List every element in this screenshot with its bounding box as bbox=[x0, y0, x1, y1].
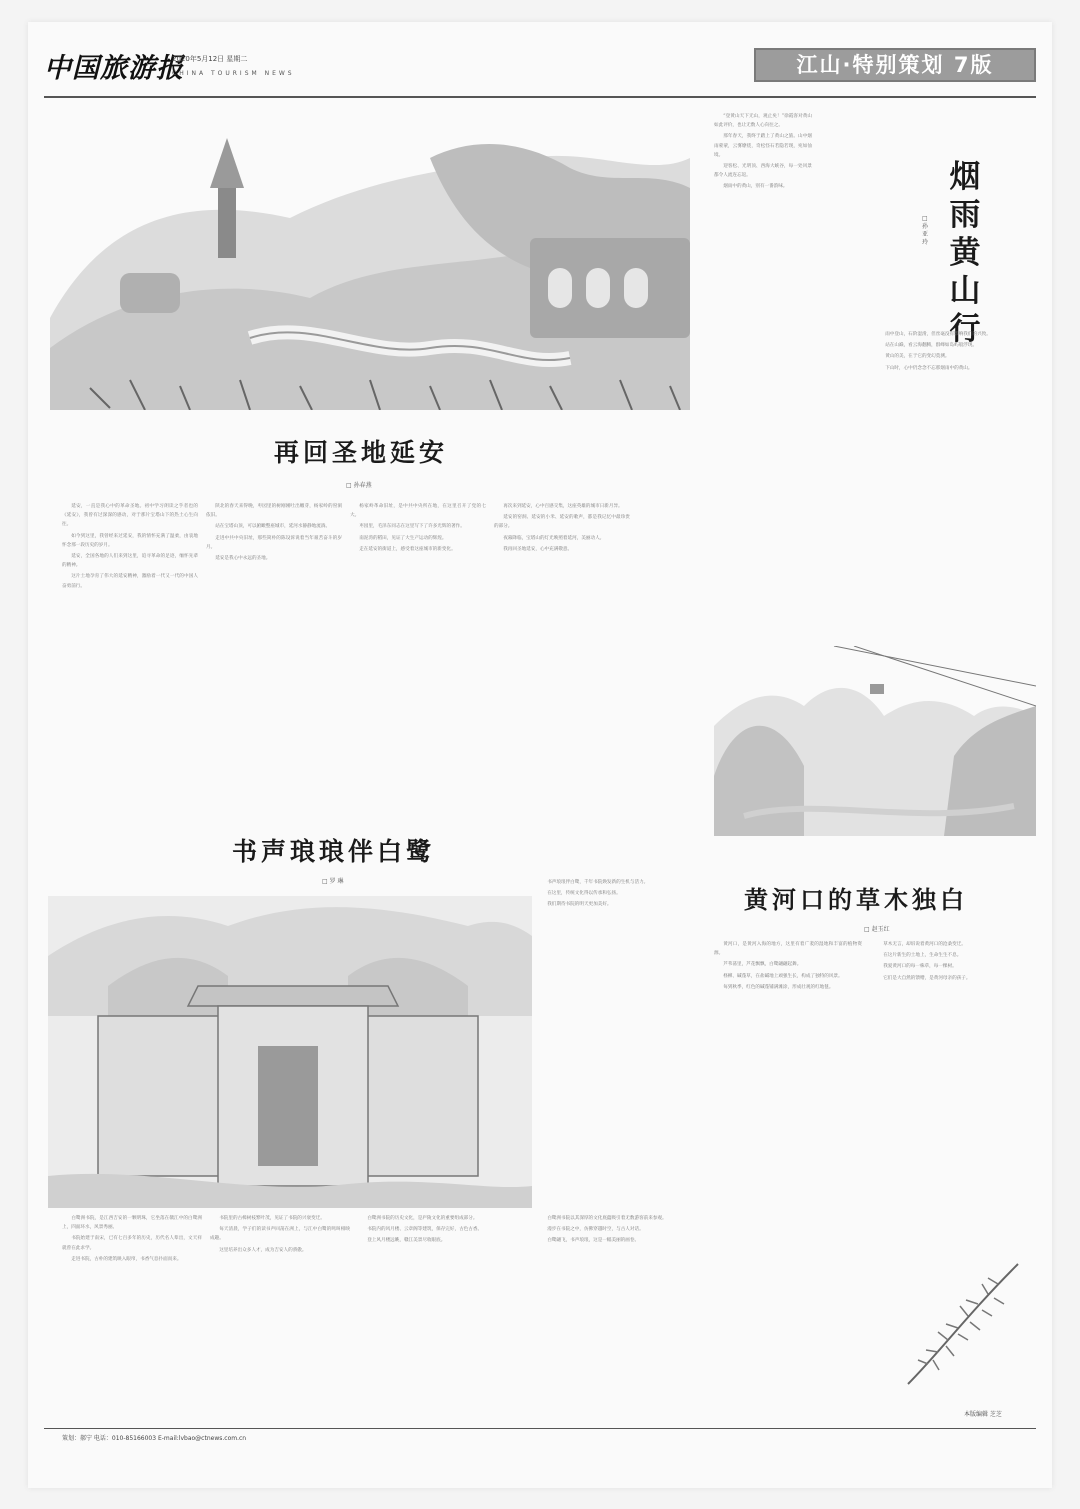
page-editors: 本版编辑 芝芝 bbox=[964, 1411, 1002, 1418]
article-column: 陕北的春天来得晚，枣园里的树刚刚吐出嫩芽，杨家岭的窑洞依旧。 站在宝塔山顶，可以俯瞰整座城市，延河水静静地流淌。 走进中共中央旧址，那些简朴的陈设诉说着当年艰苦奋斗的岁月。 延安是我心中永远的圣地。 bbox=[206, 504, 342, 562]
article-title-yellow-river: 黄河口的草木独白 bbox=[744, 885, 968, 914]
article-column: 白鹭洲书院，是江西吉安的一颗明珠，它坐落在赣江中的白鹭洲上，四面环水，风景秀丽。 书院始建于南宋，已有七百多年的历史，历代名人辈出，文天祥就曾在此求学。 走进书院，古朴的建筑映入眼帘，书香气息扑面而来。 bbox=[62, 1216, 202, 1262]
article-column: 延安，一直是我心中的革命圣地。初中学习朗读之乎者也的《延安》，我曾有过深深的感动，对于那片宝塔山下的热土心生向往。 如今到这里，我曾经来过延安，我的情怀充满了温柔，由衷地怀念那一段历史的岁月。 延安，全国各地的人们来到这里，追寻革命的足迹，缅怀先辈的精神。 这片土地孕育了伟大的延安精神，激励着一代又一代的中国人奋勇前行。 bbox=[62, 504, 198, 589]
article-byline-yanan: □ 孙春燕 bbox=[346, 482, 372, 489]
article-column: 白鹭洲书院以其深厚的文化底蕴吸引着无数游客前来参观。 漫步在书院之中，仿佛穿越时空，与古人对话。 白鹭翩飞，书声琅琅，这是一幅美丽的画卷。 bbox=[547, 1216, 667, 1244]
bailuzhou-academy-illustration bbox=[48, 896, 532, 1208]
article-column: 白鹭洲书院的历史文化，是庐陵文化的重要组成部分。 书院内的风月楼、云章阁等建筑，保存完好，古色古香。 登上风月楼远眺，赣江美景尽收眼底。 bbox=[367, 1216, 483, 1244]
article-byline-huangshan: □ 孙亚玲 bbox=[922, 215, 929, 246]
article-byline-yellow-river: □ 赵玉红 bbox=[864, 926, 890, 933]
article-column: 杨家岭革命旧址，是中共中央所在地，在这里召开了党的七大。 枣园里，毛泽东同志在这里写下了许多光辉的著作。 南泥湾的稻田，见证了大生产运动的辉煌。 走在延安的街道上，感受着这座城市的新变化。 bbox=[350, 504, 486, 552]
top-rule bbox=[44, 96, 1036, 98]
newspaper-logo: 中国旅游报 bbox=[44, 53, 184, 84]
willow-branch-illustration bbox=[898, 1254, 1028, 1394]
article-title-bailu: 书声琅琅伴白鹭 bbox=[232, 837, 436, 866]
article-column: 黄河口，是黄河入海的地方，这里有着广袤的湿地和丰富的植物资源。 芦苇荡里，芦花飘飘，白鹭翩翩起舞。 柽柳、碱蓬草，在盐碱地上顽强生长，构成了独特的风景。 每到秋季，红色的碱蓬铺满滩涂，形成壮观的红地毯。 bbox=[714, 942, 862, 990]
yanan-landscape-illustration bbox=[50, 118, 690, 410]
newspaper-english-name: CHINA TOURISM NEWS bbox=[172, 70, 295, 77]
article-column: 再次来到延安，心中百感交集，这座英雄的城市日新月异。 延安的窑洞、延安的小米、延安的歌声，都是我记忆中最珍贵的部分。 夜幕降临，宝塔山的灯光映照着延河，美丽动人。 我再回圣地延安，心中充满敬意。 bbox=[494, 504, 630, 552]
issue-date: 2020年5月12日 星期二 bbox=[172, 55, 248, 63]
article-column: 书声琅琅伴白鹭，千年书院焕发新的生机与活力。 在这里，传统文化得以传承和弘扬。 我们期待书院的明天更加美好。 bbox=[547, 880, 649, 908]
page-section-label: 江山·特别策划 7版 bbox=[754, 48, 1036, 82]
article-column: 草木无言，却诉说着黄河口的沧桑变迁。 在这片新生的土地上，生命生生不息。 我爱黄河口的每一株草，每一棵树。 它们是大自然的馈赠，是黄河母亲的孩子。 bbox=[883, 942, 971, 981]
masthead bbox=[44, 44, 1036, 92]
article-byline-bailu: □ 罗 琳 bbox=[322, 878, 344, 885]
page-footer: 策划：郝宁 电话：010-85166003 E-mail:lvbao@ctnews.com.cn bbox=[62, 1435, 247, 1442]
article-title-huangshan: 烟雨黄山行 bbox=[949, 159, 981, 347]
huangshan-mountain-illustration bbox=[714, 646, 1036, 836]
article-column: 雨中登山，石阶湿滑，但丝毫没有影响我们的兴致。 站在山巅，看云海翻腾，群峰如岛屿般浮现。 黄山的美，在于它的变幻莫测。 下山时，心中仍念念不忘那烟雨中的黄山。 bbox=[885, 332, 991, 371]
article-column: 书院里的古樟树枝繁叶茂，见证了书院的兴衰变迁。 每天清晨，学子们的读书声回荡在洲上，与江中白鹭的鸣叫相映成趣。 这里培养出众多人才，成为吉安人的骄傲。 bbox=[210, 1216, 350, 1253]
article-column: “登黄山天下无山，观止矣！”徐霞客对黄山如此评价，也让无数人心向往之。 那年春天，我终于踏上了黄山之旅。山中烟雨蒙蒙，云雾缭绕，奇松怪石若隐若现，宛如仙境。 迎客松、光明顶、西海大峡谷，每一处风景都令人流连忘返。 烟雨中的黄山，别有一番韵味。 bbox=[714, 114, 812, 190]
article-title-yanan: 再回圣地延安 bbox=[274, 438, 449, 467]
bottom-rule bbox=[44, 1428, 1036, 1429]
